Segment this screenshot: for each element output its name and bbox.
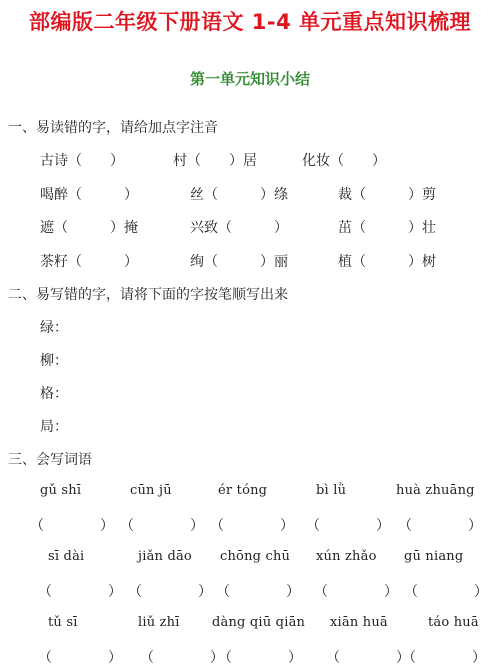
pinyin-word: cūn jū — [130, 483, 172, 498]
pinyin-word: gǔ shī — [40, 483, 82, 498]
reading-item[interactable]: 绚（ ）丽 — [190, 254, 288, 270]
pinyin-word: chōng chū — [220, 549, 291, 564]
unit-subtitle: 第一单元知识小结 — [189, 70, 310, 88]
blank-row — [0, 647, 500, 667]
reading-item[interactable]: 喝醉（ ） — [40, 187, 138, 203]
reading-item[interactable]: 古诗（ ） — [40, 153, 124, 169]
reading-row — [0, 251, 500, 271]
reading-item[interactable]: 化妆（ ） — [302, 153, 386, 169]
answer-blank[interactable]: （ ） — [38, 584, 122, 600]
reading-row — [0, 184, 500, 204]
stroke-order-item[interactable]: 局： — [40, 419, 68, 435]
reading-item[interactable]: 遮（ ）掩 — [40, 220, 138, 236]
pinyin-row — [0, 483, 500, 503]
reading-item[interactable]: 村（ ）居 — [173, 153, 257, 169]
reading-item[interactable]: 裁（ ）剪 — [338, 187, 436, 203]
answer-blank[interactable]: （ ） — [404, 584, 488, 600]
answer-blank[interactable]: （ ） — [120, 518, 204, 534]
pinyin-word: bì lǜ — [316, 483, 347, 498]
section-2-heading: 二、易写错的字，请将下面的字按笔顺写出来 — [8, 287, 288, 303]
answer-blank[interactable]: （ ） — [38, 650, 122, 666]
pinyin-word: jiǎn dāo — [138, 549, 192, 564]
pinyin-word: sī dài — [48, 549, 85, 564]
pinyin-word: tǔ sī — [48, 615, 78, 630]
reading-item[interactable]: 茶籽（ ） — [40, 254, 138, 270]
reading-item[interactable]: 兴致（ ） — [190, 220, 288, 236]
pinyin-word: táo huā — [428, 615, 479, 630]
answer-blank[interactable]: （ ） — [402, 650, 486, 666]
reading-item[interactable]: 植（ ）树 — [338, 254, 436, 270]
answer-blank[interactable]: （ ） — [398, 518, 482, 534]
answer-blank[interactable]: （ ） — [216, 584, 300, 600]
answer-blank[interactable]: （ ） — [210, 518, 294, 534]
answer-blank[interactable]: （ ） — [30, 518, 114, 534]
reading-row — [0, 150, 500, 170]
reading-item[interactable]: 茁（ ）壮 — [338, 220, 436, 236]
blank-row — [0, 515, 500, 535]
pinyin-word: ér tóng — [218, 483, 268, 498]
answer-blank[interactable]: （ ） — [306, 518, 390, 534]
section-1-heading: 一、易读错的字，请给加点字注音 — [8, 120, 218, 136]
answer-blank[interactable]: （ ） — [314, 584, 398, 600]
section-3-heading: 三、会写词语 — [8, 452, 92, 468]
reading-item[interactable]: 丝（ ）绦 — [190, 187, 288, 203]
answer-blank[interactable]: （ ） — [128, 584, 212, 600]
answer-blank[interactable]: （ ） — [218, 650, 302, 666]
pinyin-word: xún zhǎo — [316, 549, 377, 564]
pinyin-word: xiān huā — [330, 615, 388, 630]
stroke-order-item[interactable]: 绿： — [40, 320, 68, 336]
pinyin-word: dàng qiū qiān — [212, 615, 306, 630]
answer-blank[interactable]: （ ） — [326, 650, 410, 666]
blank-row — [0, 581, 500, 601]
page-title: 部编版二年级下册语文 1-4 单元重点知识梳理 — [28, 10, 472, 34]
answer-blank[interactable]: （ ） — [140, 650, 224, 666]
pinyin-word: gū niang — [404, 549, 464, 564]
reading-row — [0, 217, 500, 237]
stroke-order-item[interactable]: 柳： — [40, 353, 68, 369]
pinyin-row — [0, 549, 500, 569]
pinyin-row — [0, 615, 500, 635]
pinyin-word: liǔ zhī — [138, 615, 180, 630]
pinyin-word: huà zhuāng — [396, 483, 475, 498]
stroke-order-item[interactable]: 格： — [40, 386, 68, 402]
